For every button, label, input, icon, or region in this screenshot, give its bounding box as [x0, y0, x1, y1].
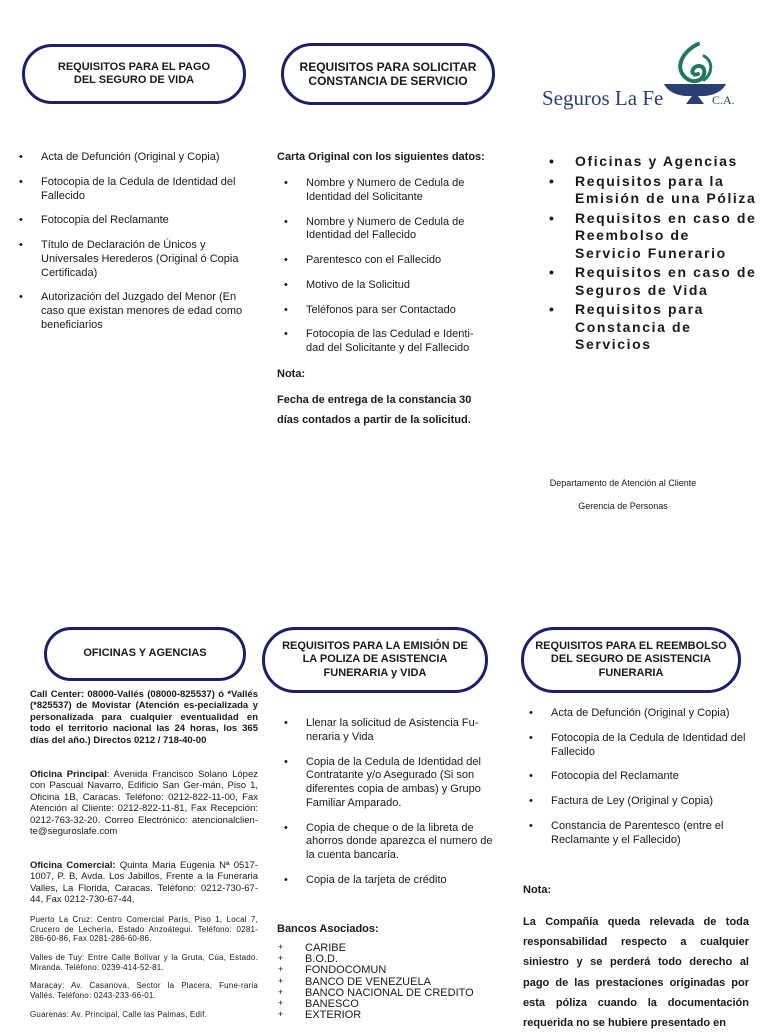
- agencia-guarenas: Guarenas: Av. Principal, Calle las Palmas, Edif.: [30, 1010, 207, 1019]
- pago-seguro-vida-title: REQUISITOS PARA EL PAGO DEL SEGURO DE VIDA: [57, 60, 211, 86]
- emision-poliza-heading: [262, 627, 488, 693]
- list-item: • Requisitos para la Emisión de una Póliza: [545, 173, 760, 208]
- logo-wordmark: Seguros La Fe: [542, 86, 664, 110]
- constancia-nota-text: Fecha de entrega de la constancia 30 días contados a partir de la solicitud.: [277, 394, 472, 427]
- constancia-list: [276, 177, 486, 367]
- management-name: Gerencia de Personas: [578, 501, 668, 511]
- list-item: • Acta de Defunción (Original y Copia): [521, 707, 751, 721]
- department-name: Departamento de Atención al Cliente: [549, 478, 697, 488]
- list-item: + B.O.D.: [276, 954, 496, 965]
- oficina-comercial-text: Quinta Maria Eugenia Nª 0517-1007, P. B, Avda. Los Jabillos, Frente a la Funeraria Valles, La Florida, Caracas. Teléfono: 0212-730-67-44, Fax 0212-730-67-44.: [30, 860, 258, 906]
- oficinas-agencias-title: OFICINAS Y AGENCIAS: [83, 647, 207, 660]
- list-item: • Requisitos para Constancia de Servicios: [545, 301, 760, 354]
- list-item: • Fotocopia del Reclamante: [11, 214, 243, 228]
- emision-poliza-list: [276, 717, 496, 899]
- constancia-servicio-title: REQUISITOS PARA SOLICITAR CONSTANCIA DE SERVICIO: [299, 59, 477, 88]
- reembolso-nota-text: La Compañía queda relevada de toda responsabilidad respecto a cualquier siniestro y se perderá todo derecho al pago de las prestaciones originadas por esta póliza cuando la documentación requerida no se hubiere presentado en: [523, 916, 749, 1030]
- list-item: + FONDOCOMUN: [276, 965, 496, 976]
- agencia-maracay: Maracay: Av. Casanova, Sector la Placera, Fune-raria Vallés. Teléfono: 0243-233-66-01.: [30, 981, 258, 1000]
- oficina-comercial-info: [30, 860, 258, 906]
- bancos-label: Bancos Asociados:: [277, 923, 379, 935]
- list-item: • Factura de Ley (Original y Copia): [521, 795, 751, 809]
- reembolso-funeraria-list: [521, 707, 751, 858]
- list-item: + EXTERIOR: [276, 1010, 496, 1021]
- list-item: + CARIBE: [276, 943, 496, 954]
- list-item: • Motivo de la Solicitud: [276, 279, 486, 293]
- oficina-principal-label: Oficina Principal: [30, 769, 107, 780]
- list-item: • Nombre y Numero de Cedula de Identidad del Fallecido: [276, 216, 486, 244]
- list-item: + BANCO DE VENEZUELA: [276, 977, 496, 988]
- list-item: • Autorización del Juzgado del Menor (En caso que existan menores de edad como beneficiarios: [11, 291, 243, 332]
- list-item: • Fotocopia de la Cedula de Identidad del Fallecido: [521, 732, 751, 760]
- list-item: • Acta de Defunción (Original y Copia): [11, 151, 243, 165]
- list-item: • Copia de la tarjeta de crédito: [276, 874, 496, 888]
- oficina-comercial-label: Oficina Comercial:: [30, 860, 116, 871]
- list-item: • Requisitos en caso de Reembolso de Servicio Funerario: [545, 210, 760, 263]
- list-item: • Copia de cheque o de la libreta de ahorros donde aparezca el numero de la cuenta bancaria.: [276, 822, 496, 863]
- list-item: • Teléfonos para ser Contactado: [276, 304, 486, 318]
- constancia-servicio-heading: [281, 43, 495, 105]
- agencia-valles-de-tuy: Valles de Tuy: Entre Calle Bolívar y la Gruta, Cúa, Estado. Miranda. Teléfono: 0239-414-52-81.: [30, 953, 258, 972]
- call-center-info: Call Center: 08000-Vallés (08000-825537) ó *Vallés (*825537) de Movistar (Atención es-pecializada y personalizada para cualquier eventualidad en todo el territorio nacional las 24 horas, los 365 días del año.) Directos 0212 / 718-40-00: [30, 689, 258, 746]
- pago-seguro-vida-heading: [22, 44, 246, 104]
- reembolso-funeraria-heading: [521, 627, 741, 693]
- list-item: + BANCO NACIONAL DE CREDITO: [276, 988, 496, 999]
- oficina-principal-text: : Avenida Francisco Solano López con Pascual Navarro, Edificio San Ger-mán, Piso 1, Oficina 1B, Caracas. Teléfono: 0212-822-11-00, Fax Atención al Cliente: 0212-822-11-81, Fax Recepción: 0212-763-32-20. Correo Electrónico: atencionalclien-te@seguroslafe.com: [30, 769, 258, 837]
- company-logo: [540, 38, 750, 118]
- list-item: + BANESCO: [276, 999, 496, 1010]
- oficina-principal-info: [30, 769, 258, 837]
- list-item: • Título de Declaración de Únicos y Universales Herederos (Original ó Copia Certificada): [11, 239, 243, 280]
- list-item: • Fotocopia del Reclamante: [521, 770, 751, 784]
- list-item: • Nombre y Numero de Cedula de Identidad del Solicitante: [276, 177, 486, 205]
- list-item: • Fotocopia de la Cedula de Identidad del Fallecido: [11, 176, 243, 204]
- list-item: • Fotocopia de las Cedulad e Identi-dad del Solicitante y del Fallecido: [276, 328, 486, 356]
- logo-suffix: C.A.: [712, 93, 735, 107]
- reembolso-funeraria-title: REQUISITOS PARA EL REEMBOLSO DEL SEGURO DE ASISTENCIA FUNERARIA: [535, 640, 727, 679]
- constancia-intro: Carta Original con los siguientes datos:: [277, 151, 485, 163]
- list-item: • Constancia de Parentesco (entre el Reclamante y el Fallecido): [521, 820, 751, 848]
- list-item: • Parentesco con el Fallecido: [276, 254, 486, 268]
- oficinas-agencias-heading: [44, 627, 246, 681]
- reembolso-nota-label: Nota:: [523, 884, 552, 896]
- list-item: • Copia de la Cedula de Identidad del Contratante y/o Asegurado (Si son diferentes copia de ambas) y Grupo Familiar Amparado.: [276, 756, 496, 811]
- agencia-puerto-la-cruz: Puerto La Cruz: Centro Comercial París, Piso 1, Local 7, Crucero de Lechería, Estado Anzoátegui. Teléfono: 0281-286-60-86, Fax 0281-286-60-86.: [30, 915, 258, 944]
- cover-contents-list: [545, 153, 760, 356]
- list-item: • Requisitos en caso de Seguros de Vida: [545, 264, 760, 299]
- list-item: • Oficinas y Agencias: [545, 153, 760, 171]
- list-item: • Llenar la solicitud de Asistencia Fu-neraria y Vida: [276, 717, 496, 745]
- emision-poliza-title: REQUISITOS PARA LA EMISIÓN DE LA POLIZA DE ASISTENCIA FUNERARIA y VIDA: [282, 640, 468, 679]
- bancos-list: [276, 943, 496, 1022]
- pago-seguro-vida-list: [11, 151, 243, 344]
- constancia-nota-label: Nota:: [277, 368, 306, 380]
